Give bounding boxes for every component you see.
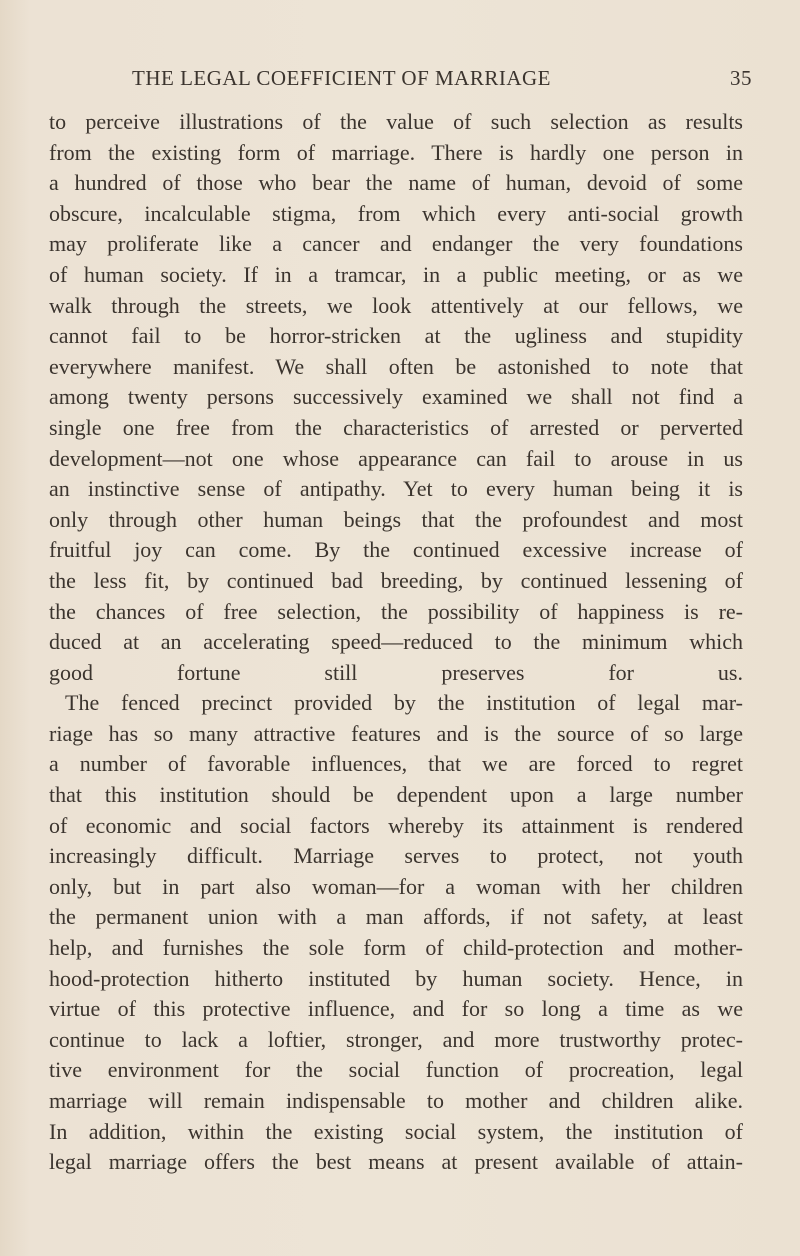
- paragraph: [49, 107, 743, 688]
- text-line-content: the chances of free selection, the possibility of happiness is re-: [49, 598, 743, 624]
- text-line-content: fruitful joy can come. By the continued excessive increase of: [49, 537, 743, 563]
- text-line-content: good fortune still preserves for us.: [49, 659, 743, 685]
- text-line: [49, 413, 743, 444]
- text-line-content: riage has so many attractive features and is the source of so large: [49, 720, 743, 746]
- text-line: [49, 780, 743, 811]
- paragraph: [49, 688, 743, 1178]
- running-title: THE LEGAL COEFFICIENT OF MARRIAGE: [132, 66, 551, 90]
- text-line-content: to perceive illustrations of the value of such selection as results: [49, 109, 743, 134]
- text-line: [49, 107, 743, 138]
- text-line: [49, 260, 743, 291]
- text-line-content: an instinctive sense of antipathy. Yet to every human being it is: [49, 476, 743, 502]
- text-line-content: a hundred of those who bear the name of human, devoid of some: [49, 170, 743, 196]
- text-line-content: development—not one whose appearance can fail to arouse in us: [49, 445, 743, 471]
- text-line-content: increasingly difficult. Marriage serves to protect, not youth: [49, 843, 743, 869]
- text-line: [49, 168, 743, 199]
- text-line: [49, 444, 743, 475]
- text-line-content: cannot fail to be horror-stricken at the ugliness and stupidity: [49, 323, 743, 349]
- text-line: [49, 719, 743, 750]
- text-line-content: of human society. If in a tramcar, in a public meeting, or as we: [49, 261, 743, 287]
- text-line-content: help, and furnishes the sole form of child-protection and mother-: [49, 935, 743, 961]
- text-line: [49, 658, 743, 689]
- text-line-content: only, but in part also woman—for a woman with her children: [49, 873, 743, 899]
- text-line: [49, 811, 743, 842]
- text-line: [49, 321, 743, 352]
- text-line: [49, 291, 743, 322]
- text-line-content: duced at an accelerating speed—reduced to the minimum which: [49, 629, 743, 655]
- text-line: [49, 964, 743, 995]
- text-line: [49, 872, 743, 903]
- text-line: [49, 1086, 743, 1117]
- text-line-content: tive environment for the social function of procreation, legal: [49, 1057, 743, 1083]
- text-line: [49, 352, 743, 383]
- text-line: [49, 841, 743, 872]
- text-line: [49, 627, 743, 658]
- body-text: [49, 107, 743, 1178]
- text-line-content: among twenty persons successively examined we shall not find a: [49, 384, 743, 410]
- text-line: [49, 566, 743, 597]
- text-line-content: virtue of this protective influence, and for so long a time as we: [49, 996, 743, 1022]
- text-line: [49, 1055, 743, 1086]
- text-line-content: the less fit, by continued bad breeding, by continued lessening of: [49, 567, 743, 593]
- text-line: [49, 1117, 743, 1148]
- text-line: [49, 138, 743, 169]
- text-line: [49, 382, 743, 413]
- text-line: [49, 535, 743, 566]
- text-line: [49, 749, 743, 780]
- text-line-content: The fenced precinct provided by the institution of legal mar-: [65, 690, 743, 716]
- text-line-content: of economic and social factors whereby its attainment is rendered: [49, 812, 743, 838]
- text-line: [49, 1147, 743, 1178]
- text-line-content: the permanent union with a man affords, if not safety, at least: [49, 904, 743, 930]
- text-line-content: legal marriage offers the best means at present available of attain-: [49, 1149, 743, 1175]
- text-line: [49, 199, 743, 230]
- text-line-content: may proliferate like a cancer and endanger the very foundations: [49, 231, 743, 257]
- text-line-content: everywhere manifest. We shall often be astonished to note that: [49, 353, 743, 379]
- text-line: [49, 994, 743, 1025]
- text-line-content: from the existing form of marriage. There is hardly one person in: [49, 139, 743, 165]
- running-header: [132, 66, 752, 96]
- text-line: [49, 505, 743, 536]
- text-line: [49, 688, 743, 719]
- text-line-content: continue to lack a loftier, stronger, and more trustworthy protec-: [49, 1026, 743, 1052]
- text-line: [49, 474, 743, 505]
- text-line: [49, 229, 743, 260]
- text-line-content: walk through the streets, we look attentively at our fellows, we: [49, 292, 743, 318]
- text-line-content: a number of favorable influences, that we are forced to regret: [49, 751, 743, 777]
- text-line: [49, 1025, 743, 1056]
- text-line-content: that this institution should be dependent upon a large number: [49, 782, 743, 808]
- text-line-content: marriage will remain indispensable to mother and children alike.: [49, 1088, 743, 1113]
- text-line-content: only through other human beings that the profoundest and most: [49, 506, 743, 532]
- text-line-content: single one free from the characteristics of arrested or perverted: [49, 414, 743, 440]
- text-line-content: obscure, incalculable stigma, from which every anti-social growth: [49, 200, 743, 226]
- text-line: [49, 933, 743, 964]
- text-line: [49, 597, 743, 628]
- text-line: [49, 902, 743, 933]
- text-line-content: In addition, within the existing social system, the institution of: [49, 1118, 743, 1144]
- text-line-content: hood-protection hitherto instituted by human society. Hence, in: [49, 965, 743, 991]
- page-number: 35: [730, 66, 752, 90]
